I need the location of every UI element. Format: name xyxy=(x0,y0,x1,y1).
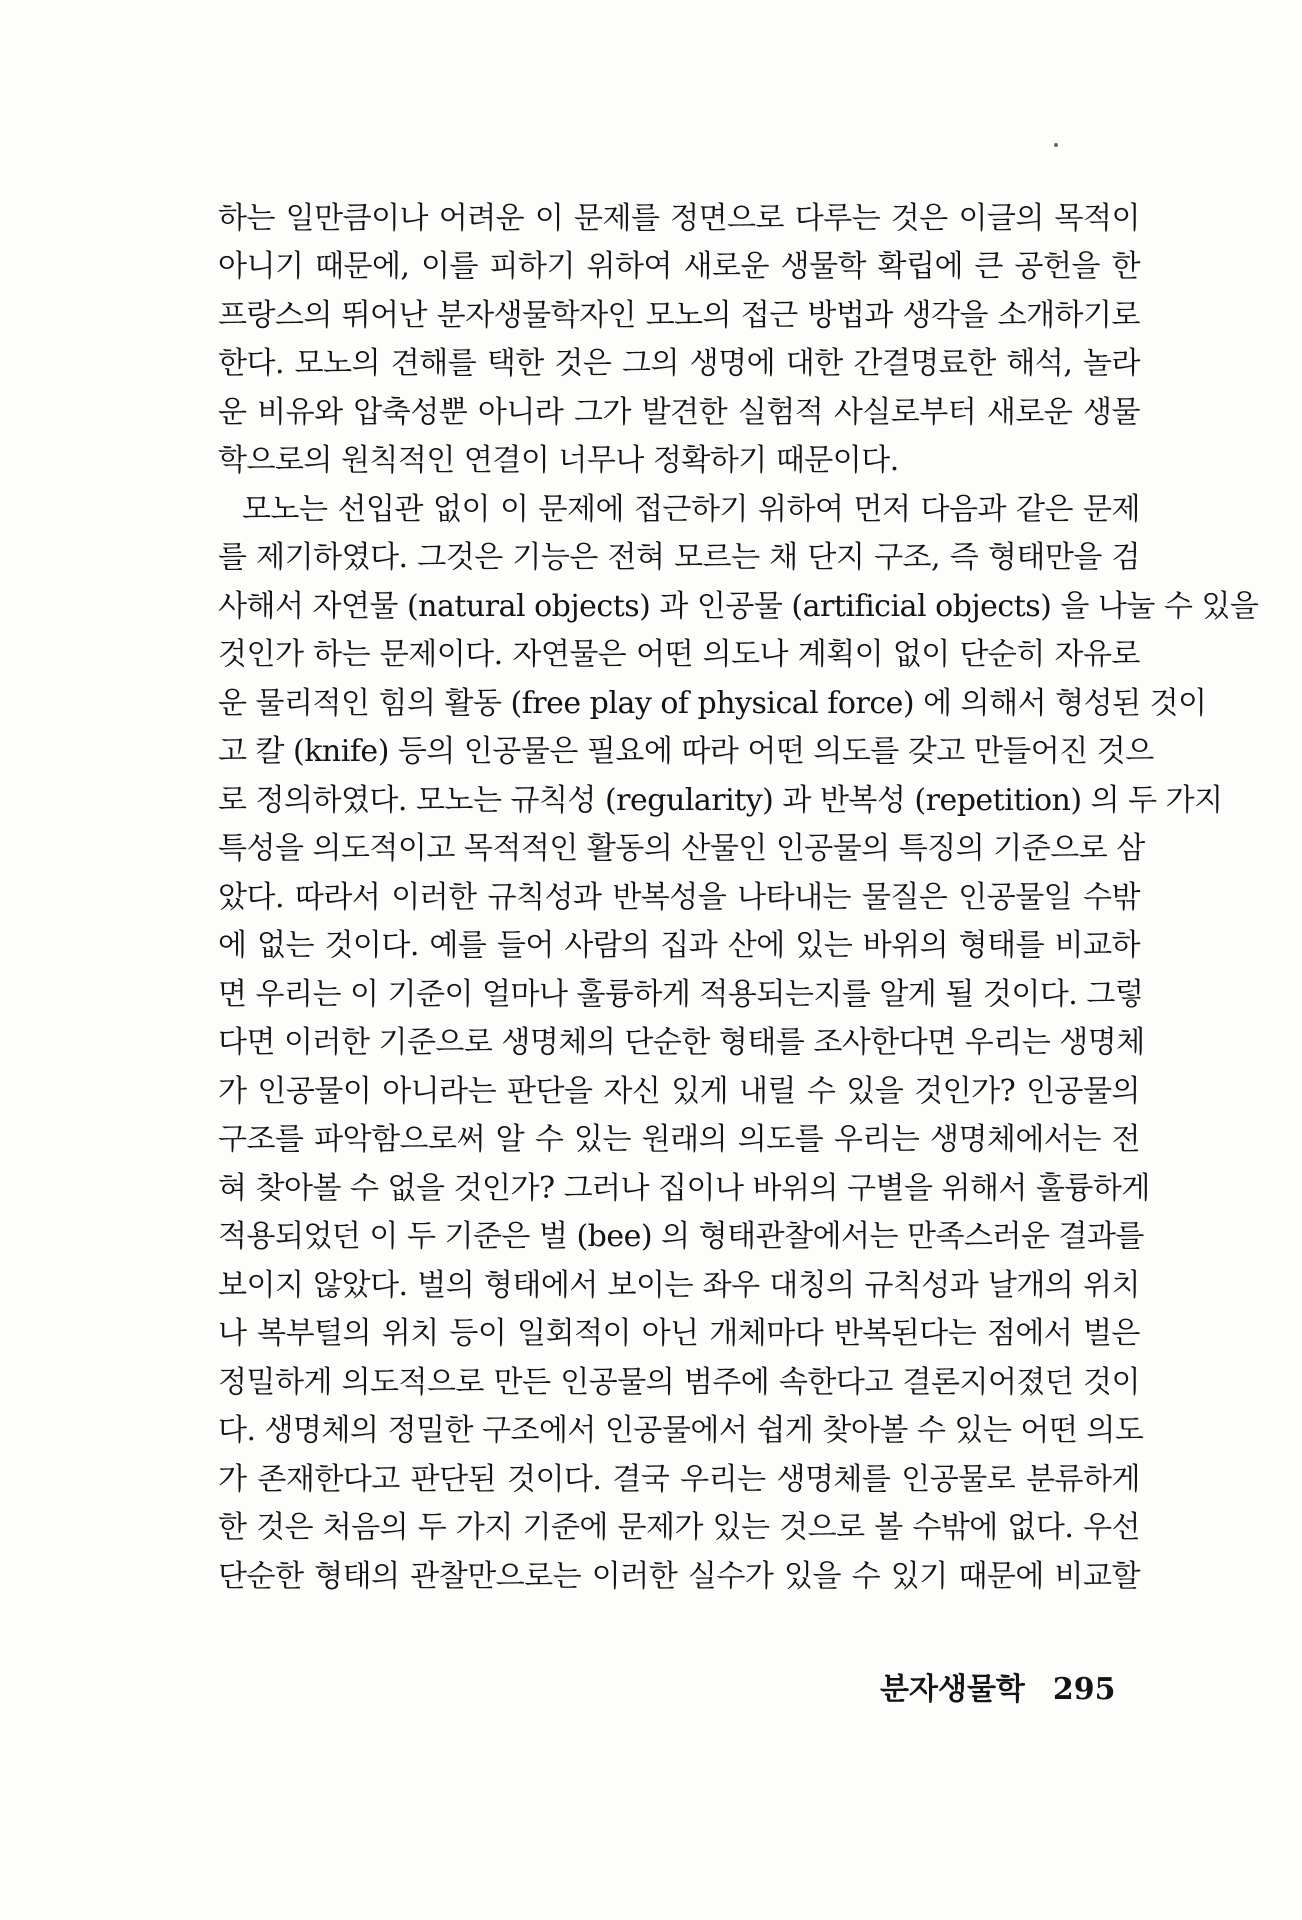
page-footer xyxy=(880,1668,1116,1712)
text-line: 한 것은 처음의 두 가지 기준에 문제가 있는 것으로 볼 수밖에 없다. 우선 xyxy=(218,1510,1140,1545)
text-line: 를 제기하였다. 그것은 기능은 전혀 모르는 채 단지 구조, 즉 형태만을 검 xyxy=(218,540,1140,575)
page-number: 295 xyxy=(1052,1672,1116,1707)
text-line: 고 칼 (knife) 등의 인공물은 필요에 따라 어떤 의도를 갖고 만들어진 것으 xyxy=(218,734,1154,769)
text-line: 구조를 파악함으로써 알 수 있는 원래의 의도를 우리는 생명체에서는 전 xyxy=(218,1122,1140,1157)
text-line: 사해서 자연물 (natural objects) 과 인공물 (artificial objects) 을 나눌 수 있을 xyxy=(218,589,1259,624)
text-line: 혀 찾아볼 수 없을 것인가? 그러나 집이나 바위의 구별을 위해서 훌륭하게 xyxy=(218,1171,1150,1206)
text-line: 프랑스의 뛰어난 분자생물학자인 모노의 접근 방법과 생각을 소개하기로 xyxy=(218,298,1140,333)
text-line: 적용되었던 이 두 기준은 벌 (bee) 의 형태관찰에서는 만족스러운 결과를 xyxy=(218,1219,1144,1254)
text-line: 아니기 때문에, 이를 피하기 위하여 새로운 생물학 확립에 큰 공헌을 한 xyxy=(218,249,1140,284)
text-line: 보이지 않았다. 벌의 형태에서 보이는 좌우 대칭의 규칙성과 날개의 위치 xyxy=(218,1268,1140,1303)
text-line: 면 우리는 이 기준이 얼마나 훌륭하게 적용되는지를 알게 될 것이다. 그렇 xyxy=(218,977,1144,1012)
text-line: 정밀하게 의도적으로 만든 인공물의 범주에 속한다고 결론지어졌던 것이 xyxy=(218,1365,1140,1400)
text-line: 다면 이러한 기준으로 생명체의 단순한 형태를 조사한다면 우리는 생명체 xyxy=(218,1025,1145,1060)
text-line: 운 비유와 압축성뿐 아니라 그가 발견한 실험적 사실로부터 새로운 생물 xyxy=(218,395,1140,430)
text-line: 특성을 의도적이고 목적적인 활동의 산물인 인공물의 특징의 기준으로 삼 xyxy=(218,831,1145,866)
paragraph-start-line: 모노는 선입관 없이 이 문제에 접근하기 위하여 먼저 다음과 같은 문제 xyxy=(242,492,1140,527)
text-line: 하는 일만큼이나 어려운 이 문제를 정면으로 다루는 것은 이글의 목적이 xyxy=(218,201,1140,236)
text-line: 나 복부털의 위치 등이 일회적이 아닌 개체마다 반복된다는 점에서 벌은 xyxy=(218,1316,1140,1351)
text-line: 학으로의 원칙적인 연결이 너무나 정확하기 때문이다. xyxy=(218,443,899,478)
running-title: 분자생물학 xyxy=(880,1672,1025,1707)
text-line: 운 물리적인 힘의 활동 (free play of physical force) 에 의해서 형성된 것이 xyxy=(218,686,1207,721)
text-line: 다. 생명체의 정밀한 구조에서 인공물에서 쉽게 찾아볼 수 있는 어떤 의도 xyxy=(218,1413,1144,1448)
text-line: 았다. 따라서 이러한 규칙성과 반복성을 나타내는 물질은 인공물일 수밖 xyxy=(218,880,1140,915)
text-line: 로 정의하였다. 모노는 규칙성 (regularity) 과 반복성 (repetition) 의 두 가지 xyxy=(218,783,1223,818)
text-line: 가 존재한다고 판단된 것이다. 결국 우리는 생명체를 인공물로 분류하게 xyxy=(218,1462,1140,1497)
text-line: 한다. 모노의 견해를 택한 것은 그의 생명에 대한 간결명료한 해석, 놀라 xyxy=(218,346,1140,381)
text-line: 단순한 형태의 관찰만으로는 이러한 실수가 있을 수 있기 때문에 비교할 xyxy=(218,1559,1140,1594)
text-line: 가 인공물이 아니라는 판단을 자신 있게 내릴 수 있을 것인가? 인공물의 xyxy=(218,1074,1140,1109)
text-line: 것인가 하는 문제이다. 자연물은 어떤 의도나 계획이 없이 단순히 자유로 xyxy=(218,637,1140,672)
text-line: 에 없는 것이다. 예를 들어 사람의 집과 산에 있는 바위의 형태를 비교하 xyxy=(218,928,1140,963)
